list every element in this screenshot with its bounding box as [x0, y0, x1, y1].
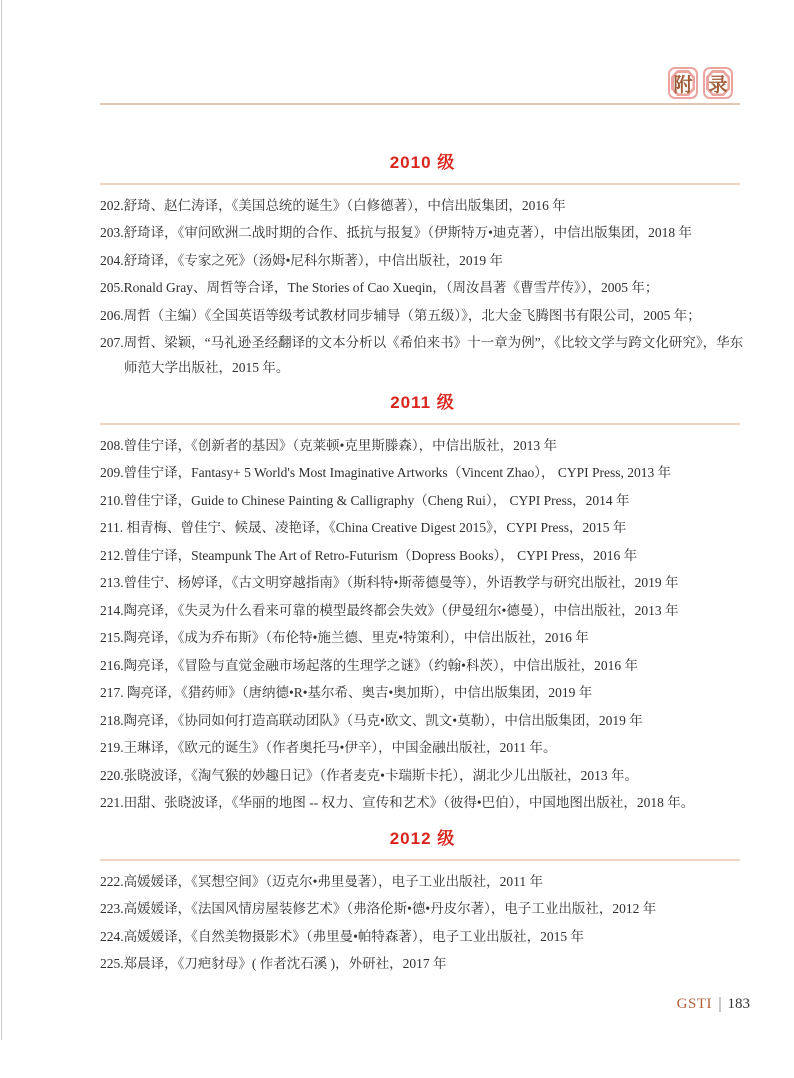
entry: 202.舒琦、赵仁涛译，《美国总统的诞生》（白修德著），中信出版集团，2016 年 [100, 197, 566, 213]
entry: 216.陶亮译，《冒险与直觉金融市场起落的生理学之谜》（约翰•科茨），中信出版社，2016 年 [100, 657, 638, 673]
entry: 211. 相青梅、曾佳宁、候晟、凌艳译，《China Creative Digest 2015》，CYPI Press，2015 年 [100, 520, 627, 535]
section-title: 2010 级 [389, 153, 456, 172]
entry: 209.曾佳宁译，Fantasy+ 5 World's Most Imaginative Artworks（Vincent Zhao）， CYPI Press, 2013 年 [100, 465, 672, 480]
footer-page-number: 183 [727, 996, 750, 1012]
entry: 224.高媛媛译，《自然美物摄影术》（弗里曼•帕特森著），电子工业出版社，2015 年 [100, 928, 584, 944]
page-footer [677, 996, 750, 1013]
entry: 203.舒琦译，《审问欧洲二战时期的合作、抵抗与报复》（伊斯特万•迪克著），中信出版集团，2018 年 [100, 225, 692, 240]
entry-list [100, 194, 745, 381]
entry: 212.曾佳宁译，Steampunk The Art of Retro-Futurism（Dopress Books）， CYPI Press，2016 年 [100, 547, 638, 563]
appendix-seal [668, 67, 698, 99]
entry: 210.曾佳宁译，Guide to Chinese Painting & Calligraphy（Cheng Rui）， CYPI Press，2014 年 [100, 492, 630, 508]
entry: 215.陶亮译，《成为乔布斯》（布伦特•施兰德、里克•特策利），中信出版社，2016 年 [100, 630, 589, 645]
appendix-seal [703, 67, 733, 99]
footer-brand: GSTI [676, 996, 712, 1012]
section-title: 2012 级 [389, 829, 456, 848]
entry: 213.曾佳宁、杨婷译，《古文明穿越指南》（斯科特•斯蒂德曼等），外语教学与研究出版社，2019 年 [100, 575, 679, 590]
entry: 223.高媛媛译，《法国风情房屋装修艺术》（弗洛伦斯•德•丹皮尔著），电子工业出版社，2012 年 [100, 901, 657, 916]
entry-list [100, 434, 745, 816]
entry: 206.周哲（主编）《全国英语等级考试教材同步辅导（第五级）》，北大金飞腾图书有限公司，2005 年； [100, 307, 701, 323]
page-left-edge-line [1, 0, 2, 1040]
entry: 222.高媛媛译，《冥想空间》（迈克尔•弗里曼著），电子工业出版社，2011 年 [100, 873, 543, 889]
entry: 205.Ronald Gray、周哲等合译，The Stories of Cao Xueqin，（周汝昌著《曹雪芹传》），2005 年； [100, 280, 659, 295]
entry: 217. 陶亮译，《猎药师》（唐纳德•R•基尔希、奥吉•奥加斯），中信出版集团，2019 年 [100, 685, 593, 700]
footer-divider [719, 997, 721, 1012]
entry: 220.张晓波译，《淘气猴的妙趣日记》（作者麦克•卡瑞斯卡托），湖北少儿出版社，2013 年。 [100, 767, 638, 783]
appendix-char: 附 [673, 74, 693, 96]
appendix-char: 录 [708, 74, 728, 96]
section-2010 [100, 150, 745, 383]
entry: 219.王琳译，《欧元的诞生》（作者奥托马•伊辛），中国金融出版社，2011 年。 [100, 740, 557, 755]
section-2012 [100, 826, 745, 980]
section-rule [100, 423, 740, 425]
header-rule [100, 103, 740, 105]
entry: 214.陶亮译，《失灵为什么看来可靠的模型最终都会失效》（伊曼纽尔•德曼），中信出版社，2013 年 [100, 602, 679, 618]
section-rule [100, 183, 740, 185]
section-title: 2011 级 [390, 393, 455, 412]
entry: 221.田甜、张晓波译，《华丽的地图 -- 权力、宣传和艺术》（彼得•巴伯），中国地图出版社，2018 年。 [100, 795, 695, 810]
entry: 218.陶亮译，《协同如何打造高联动团队》（马克•欧文、凯文•莫勒），中信出版集团，2019 年 [100, 712, 643, 728]
section-rule [100, 859, 740, 861]
entry: 207.周哲、梁颖，“马礼逊圣经翻译的文本分析以《希伯来书》十一章为例”，《比较文学与跨文化研究》，华东师范大学出版社，2015 年。 [100, 335, 744, 375]
entry: 225.郑晨译，《刀疤豺母》( 作者沈石溪 )，外研社，2017 年 [100, 956, 447, 971]
appendix-header [668, 67, 733, 99]
entry: 208.曾佳宁译，《创新者的基因》（克莱顿•克里斯滕森），中信出版社，2013 年 [100, 437, 557, 453]
section-2011 [100, 390, 745, 819]
entry-list [100, 870, 745, 977]
entry: 204.舒琦译，《专家之死》（汤姆•尼科尔斯著），中信出版社，2019 年 [100, 252, 503, 268]
